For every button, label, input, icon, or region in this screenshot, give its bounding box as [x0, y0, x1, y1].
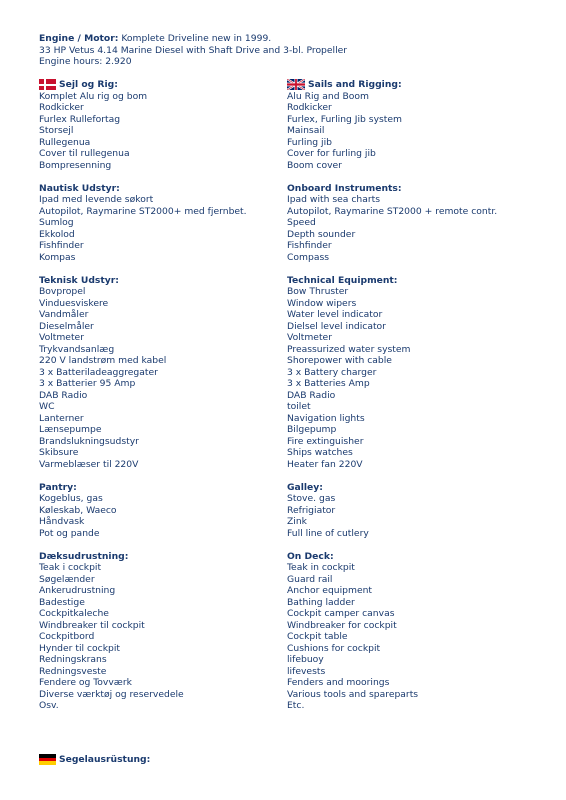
list-item: Voltmeter — [287, 332, 332, 343]
list-item: 3 x Batterier 95 Amp — [39, 378, 136, 389]
list-item: Cover for furling jib — [287, 148, 376, 159]
list-item: 3 x Battery charger — [287, 366, 377, 378]
german-heading — [39, 754, 150, 765]
list-item: Varmeblæser til 220V — [39, 458, 139, 470]
list-item: Kogeblus, gas — [39, 493, 103, 504]
section-title: Sejl og Rig: — [59, 79, 118, 90]
list-item: Komplet Alu rig og bom — [39, 90, 148, 102]
list-item: Dieselmåler — [39, 320, 94, 332]
list-item: Cockpit table — [287, 631, 348, 642]
section-heading — [287, 551, 537, 563]
list-item: Trykvandsanlæg — [39, 343, 115, 355]
section-title: On Deck: — [287, 550, 334, 562]
list-item: Compass — [287, 251, 330, 263]
list-item: Badestige — [39, 596, 85, 608]
list-item: Vandmåler — [39, 309, 89, 320]
right-section — [287, 183, 537, 264]
engine-line-3: Engine hours: 2.920 — [39, 56, 132, 68]
list-item: Water level indicator — [287, 309, 383, 320]
right-section — [287, 551, 537, 712]
list-item: Rullegenua — [39, 136, 91, 148]
danish-column — [39, 79, 289, 723]
list-item: Cockpitbord — [39, 631, 95, 642]
list-item: Cover til rullegenua — [39, 148, 130, 159]
germany-flag-icon — [39, 754, 56, 765]
list-item: lifebuoy — [287, 654, 324, 665]
list-item: Teak in cockpit — [287, 562, 355, 573]
list-item: Ipad with sea charts — [287, 194, 380, 205]
list-item: Voltmeter — [39, 332, 84, 343]
section-heading — [39, 482, 289, 494]
list-item: Furling jib — [287, 136, 332, 148]
list-item: Redningsveste — [39, 665, 107, 677]
list-item: Pot og pande — [39, 527, 100, 539]
list-item: Cockpitkaleche — [39, 608, 109, 619]
list-item: Dielsel level indicator — [287, 320, 386, 332]
engine-line-1-text: Komplete Driveline new in 1999. — [121, 33, 272, 44]
list-item: Preassurized water system — [287, 343, 411, 355]
list-item: Anchor equipment — [287, 585, 373, 596]
list-item: Alu Rig and Boom — [287, 90, 369, 102]
section-title: Technical Equipment: — [287, 274, 398, 286]
section-heading — [39, 79, 289, 91]
list-item: Vinduesviskere — [39, 297, 109, 309]
list-item: Mainsail — [287, 125, 325, 136]
section-heading — [287, 79, 537, 91]
list-item: Ekkolod — [39, 228, 75, 240]
list-item: Navigation lights — [287, 412, 365, 424]
list-item: Cockpit camper canvas — [287, 608, 395, 619]
engine-label: Engine / Motor: — [39, 33, 119, 44]
section-heading — [287, 275, 537, 287]
right-section — [287, 482, 537, 540]
list-item: Skibsure — [39, 447, 79, 458]
list-item: lifevests — [287, 665, 326, 677]
section-heading — [287, 183, 537, 195]
list-item: DAB Radio — [39, 389, 88, 401]
list-item: Ipad med levende søkort — [39, 194, 154, 205]
list-item: Furlex Rullefortag — [39, 113, 121, 125]
section-title: Dæksudrustning: — [39, 550, 129, 562]
list-item: Depth sounder — [287, 228, 356, 240]
list-item: Bow Thruster — [287, 286, 349, 297]
list-item: Refrigiator — [287, 504, 336, 516]
uk-flag-icon — [287, 79, 305, 90]
list-item: Window wipers — [287, 297, 357, 309]
section-title: Sails and Rigging: — [308, 79, 402, 90]
list-item: Kompas — [39, 251, 76, 263]
list-item: Fishfinder — [39, 240, 84, 251]
left-section — [39, 183, 289, 264]
list-item: Storsejl — [39, 125, 74, 136]
list-item: Diverse værktøj og reservedele — [39, 688, 184, 700]
section-heading — [39, 183, 289, 195]
list-item: Håndvask — [39, 516, 85, 527]
section-heading — [39, 275, 289, 287]
list-item: Ankerudrustning — [39, 585, 116, 596]
section-title: Onboard Instruments: — [287, 182, 402, 194]
list-item: Various tools and spareparts — [287, 688, 419, 700]
section-heading — [287, 482, 537, 494]
section-title: Pantry: — [39, 481, 77, 493]
list-item: Søgelænder — [39, 573, 95, 585]
list-item: 3 x Batteries Amp — [287, 378, 370, 389]
list-item: Heater fan 220V — [287, 458, 363, 470]
list-item: Hynder til cockpit — [39, 642, 121, 654]
list-item: Cushions for cockpit — [287, 642, 381, 654]
list-item: Lanterner — [39, 412, 84, 424]
list-item: Osv. — [39, 700, 59, 711]
list-item: Brandslukningsudstyr — [39, 435, 139, 447]
right-section — [287, 79, 537, 171]
engine-line-2: 33 HP Vetus 4.14 Marine Diesel with Shaft Drive and 3-bl. Propeller — [39, 44, 348, 56]
list-item: Autopilot, Raymarine ST2000+ med fjernbet. — [39, 205, 247, 217]
list-item: Zink — [287, 516, 307, 527]
list-item: Guard rail — [287, 573, 333, 585]
list-item: Fire extinguisher — [287, 435, 364, 447]
engine-line-1 — [39, 33, 347, 45]
list-item: Boom cover — [287, 159, 342, 171]
list-item: Speed — [287, 217, 316, 228]
english-column — [287, 79, 537, 723]
list-item: Windbreaker til cockpit — [39, 619, 145, 631]
section-title: Galley: — [287, 481, 323, 493]
list-item: Rodkicker — [287, 102, 332, 113]
left-section — [39, 275, 289, 471]
list-item: Sumlog — [39, 217, 74, 228]
list-item: Ships watches — [287, 447, 353, 458]
list-item: Bathing ladder — [287, 596, 355, 608]
section-title: Nautisk Udstyr: — [39, 182, 120, 194]
list-item: Fishfinder — [287, 240, 332, 251]
list-item: WC — [39, 401, 55, 412]
section-title: Teknisk Udstyr: — [39, 274, 119, 286]
list-item: Bompresenning — [39, 159, 112, 171]
german-heading-label: Segelausrüstung: — [59, 754, 151, 765]
list-item: Køleskab, Waeco — [39, 504, 117, 516]
list-item: Rodkicker — [39, 102, 84, 113]
list-item: Lænsepumpe — [39, 424, 102, 435]
left-section — [39, 79, 289, 171]
list-item: Redningskrans — [39, 654, 107, 665]
list-item: 3 x Batteriladeaggregater — [39, 366, 158, 378]
list-item: Etc. — [287, 700, 305, 711]
list-item: Shorepower with cable — [287, 355, 392, 366]
list-item: Fenders and moorings — [287, 677, 390, 688]
list-item: Autopilot, Raymarine ST2000 + remote contr. — [287, 205, 498, 217]
list-item: Fendere og Tovværk — [39, 677, 132, 688]
list-item: DAB Radio — [287, 389, 336, 401]
list-item: Teak i cockpit — [39, 562, 102, 573]
engine-intro — [39, 33, 347, 68]
list-item: Stove. gas — [287, 493, 336, 504]
left-section — [39, 551, 289, 712]
list-item: Furlex, Furling Jib system — [287, 113, 402, 125]
list-item: Windbreaker for cockpit — [287, 619, 397, 631]
left-section — [39, 482, 289, 540]
denmark-flag-icon — [39, 79, 56, 90]
list-item: toilet — [287, 401, 311, 412]
list-item: Bilgepump — [287, 424, 337, 435]
right-section — [287, 275, 537, 471]
list-item: Full line of cutlery — [287, 527, 369, 539]
list-item: 220 V landstrøm med kabel — [39, 355, 167, 366]
section-heading — [39, 551, 289, 563]
list-item: Bovpropel — [39, 286, 86, 297]
